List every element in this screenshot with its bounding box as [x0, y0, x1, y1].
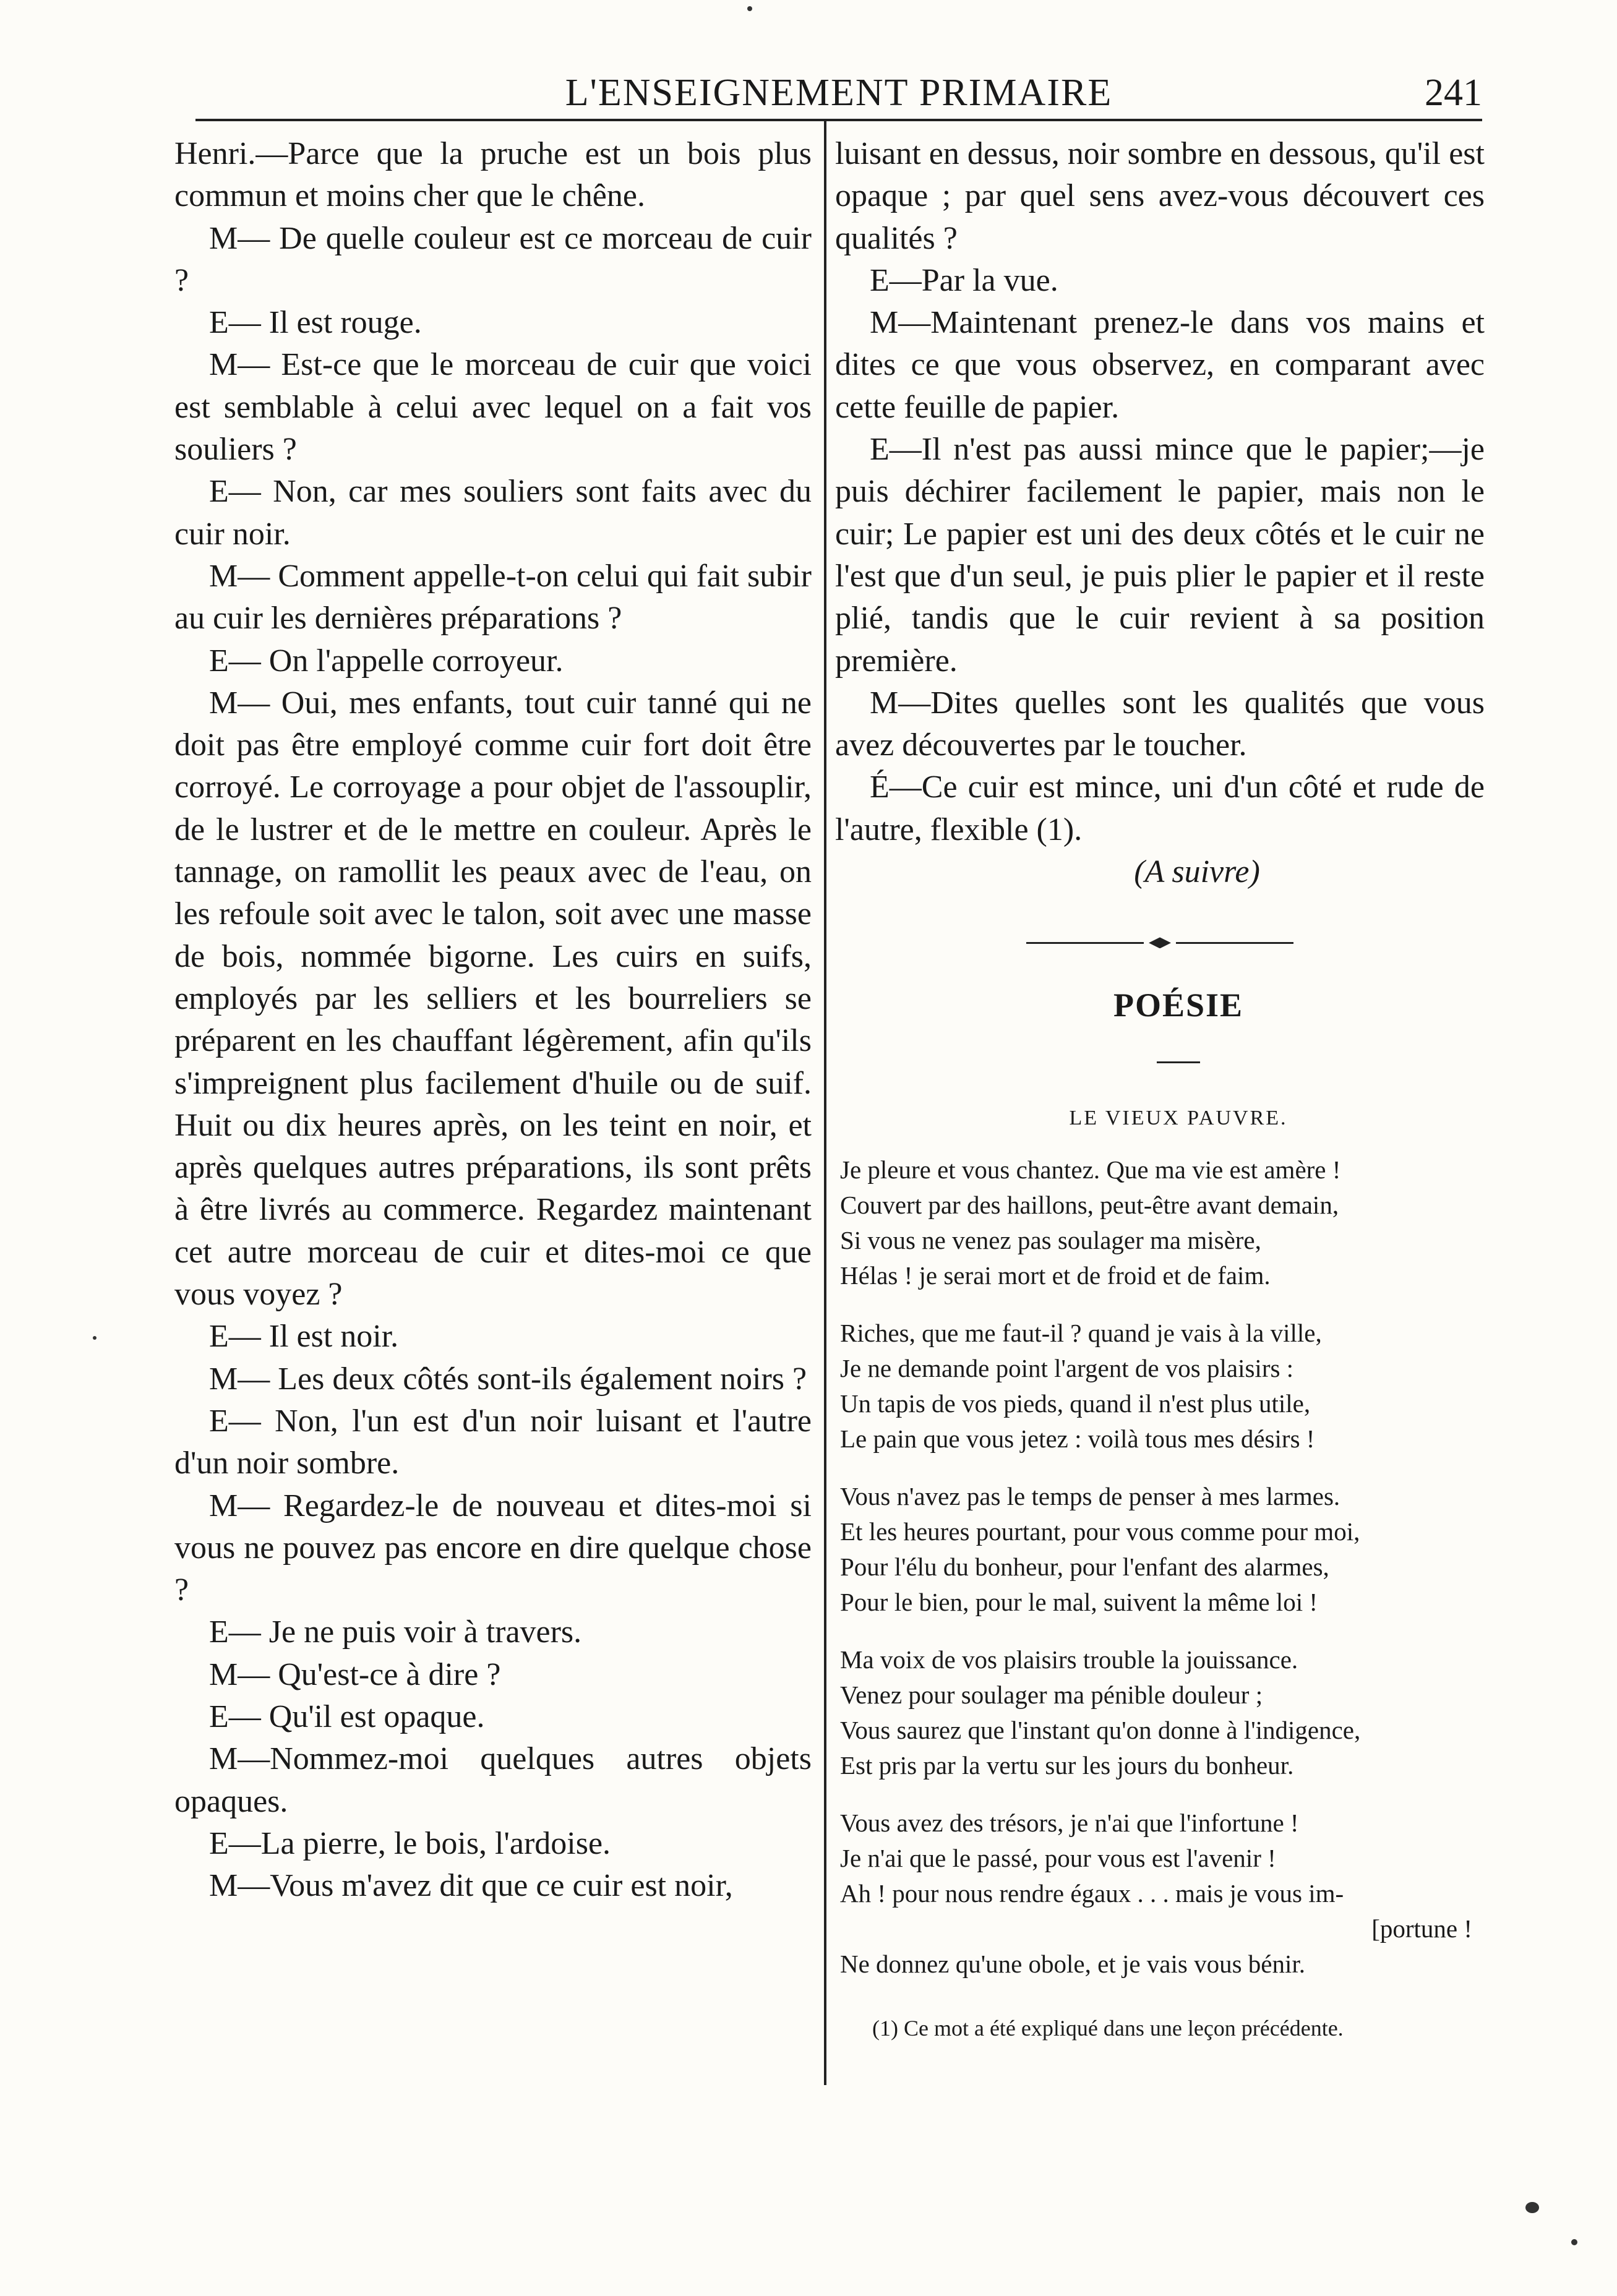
poem-line: Est pris par la vertu sur les jours du bonheur. [840, 1751, 1294, 1780]
print-speck [1525, 2202, 1539, 2213]
paragraph: M— De quelle couleur est ce morceau de cuir ? [174, 220, 812, 298]
paragraph: E—Par la vue. [870, 262, 1058, 298]
paragraph: M— Comment appelle-t-on celui qui fait subir au cuir les dernières préparations ? [174, 558, 812, 636]
stanza [835, 1806, 1485, 1982]
stanza [835, 1316, 1485, 1457]
paragraph: luisant en dessus, noir sombre en dessous, qu'il est opaque ; par quel sens avez-vous découvert ces qualités ? [835, 136, 1485, 256]
poem-line: Vous avez des trésors, je n'ai que l'infortune ! [840, 1809, 1299, 1838]
poem-line: Je pleure et vous chantez. Que ma vie est amère ! [840, 1155, 1341, 1184]
poem-line: Pour l'élu du bonheur, pour l'enfant des alarmes, [840, 1553, 1329, 1582]
paragraph: E—Il n'est pas aussi mince que le papier;—je puis déchirer facilement le papier, mais non le cuir; Le papier est uni des deux côtés et le cuir ne l'est que d'un seul, je puis plier le papier et il reste plié, tandis que le cuir revient à sa position première. [835, 432, 1485, 679]
poem-line: Je n'ai que le passé, pour vous est l'avenir ! [840, 1844, 1276, 1873]
left-column [174, 133, 812, 1907]
header-rule [195, 119, 1482, 121]
poem-title: LE VIEUX PAUVRE. [1069, 1107, 1288, 1130]
section-title: POÉSIE [1113, 987, 1244, 1024]
right-column [835, 133, 1485, 2044]
paragraph: É—Ce cuir est mince, uni d'un côté et rude de l'autre, flexible (1). [835, 769, 1485, 847]
paragraph: M— Est-ce que le morceau de cuir que voici est semblable à celui avec lequel on a fait vos souliers ? [174, 347, 812, 468]
poem-line: Je ne demande point l'argent de vos plaisirs : [840, 1354, 1294, 1383]
poem-line: Vous n'avez pas le temps de penser à mes larmes. [840, 1482, 1340, 1511]
stanza [835, 1479, 1485, 1620]
poem-line: Si vous ne venez pas soulager ma misère, [840, 1226, 1261, 1255]
poem-line: Ma voix de vos plaisirs trouble la jouissance. [840, 1645, 1298, 1674]
paragraph: M—Maintenant prenez-le dans vos mains et dites ce que vous observez, en comparant avec cette feuille de papier. [835, 305, 1485, 425]
paragraph: M—Dites quelles sont les qualités que vous avez découvertes par le toucher. [835, 685, 1485, 763]
paragraph: E— On l'appelle corroyeur. [209, 643, 564, 679]
poem-line: Ah ! pour nous rendre égaux . . . mais je vous im- [840, 1879, 1344, 1908]
poem-line: Couvert par des haillons, peut-être avant demain, [840, 1191, 1339, 1220]
paragraph: E— Qu'il est opaque. [209, 1698, 485, 1734]
paragraph: M— Oui, mes enfants, tout cuir tanné qui ne doit pas être employé comme cuir fort doit être corroyé. Le corroyage a pour objet de l'assouplir, de le lustrer et de le mettre en couleur. Après le tannage, on ramollit les peaux avec de l'eau, on les refoule soit avec le talon, soit avec une masse de bois, nommée bigorne. Les cuirs en suifs, employés par les selliers et les bourreliers se préparent en les chauffant légèrement, afin qu'ils s'impreignent plus facilement d'huile ou de suif. Huit ou dix heures après, on les teint en noir, et après quelques autres préparations, ils sont prêts à être livrés au commerce. Regardez maintenant cet autre morceau de cuir et dites-moi ce que vous voyez ? [174, 685, 812, 1313]
paragraph: M— Les deux côtés sont-ils également noirs ? [209, 1361, 807, 1397]
stanza [835, 1152, 1485, 1293]
paragraph: M—Vous m'avez dit que ce cuir est noir, [209, 1868, 733, 1904]
poem-line: Et les heures pourtant, pour vous comme pour moi, [840, 1517, 1360, 1546]
poem-line: Pour le bien, pour le mal, suivent la même loi ! [840, 1588, 1318, 1617]
running-header [195, 65, 1482, 114]
stanza [835, 1642, 1485, 1783]
poem-line: Riches, que me faut-il ? quand je vais à la ville, [840, 1319, 1322, 1348]
a-suivre-note: (A suivre) [1134, 854, 1260, 890]
poem-line-continuation: [portune ! [1371, 1914, 1472, 1943]
paragraph: Henri.—Parce que la pruche est un bois plus commun et moins cher que le chêne. [174, 136, 812, 214]
short-rule [1157, 1061, 1200, 1063]
paragraph: E— Non, car mes souliers sont faits avec du cuir noir. [174, 474, 812, 552]
paragraph: E— Non, l'un est d'un noir luisant et l'autre d'un noir sombre. [174, 1403, 812, 1481]
paragraph: E—La pierre, le bois, l'ardoise. [209, 1825, 611, 1861]
poem-line: Hélas ! je serai mort et de froid et de faim. [840, 1261, 1271, 1290]
paragraph: M— Qu'est-ce à dire ? [209, 1656, 501, 1692]
paragraph: M— Regardez-le de nouveau et dites-moi si vous ne pouvez pas encore en dire quelque chose ? [174, 1488, 812, 1608]
poem-line: Venez pour soulager ma pénible douleur ; [840, 1681, 1263, 1710]
footnote: (1) Ce mot a été expliqué dans une leçon précédente. [872, 2016, 1344, 2041]
paragraph: E— Il est rouge. [209, 305, 422, 341]
print-speck [1571, 2239, 1577, 2245]
column-divider [824, 121, 826, 2085]
poem-line: Vous saurez que l'instant qu'on donne à l'indigence, [840, 1716, 1361, 1745]
paragraph: M—Nommez-moi quelques autres objets opaques. [174, 1741, 812, 1819]
ornamental-divider [835, 906, 1485, 980]
paragraph: E— Je ne puis voir à travers. [209, 1614, 582, 1650]
print-speck [747, 6, 752, 11]
poem-line: Ne donnez qu'une obole, et je vais vous bénir. [840, 1950, 1306, 1979]
page-number: 241 [1425, 72, 1482, 114]
print-speck [93, 1336, 97, 1340]
poem-line: Un tapis de vos pieds, quand il n'est plus utile, [840, 1389, 1311, 1418]
poem-line: Le pain que vous jetez : voilà tous mes désirs ! [840, 1424, 1315, 1454]
journal-title: L'ENSEIGNEMENT PRIMAIRE [565, 72, 1113, 114]
paragraph: E— Il est noir. [209, 1319, 399, 1355]
